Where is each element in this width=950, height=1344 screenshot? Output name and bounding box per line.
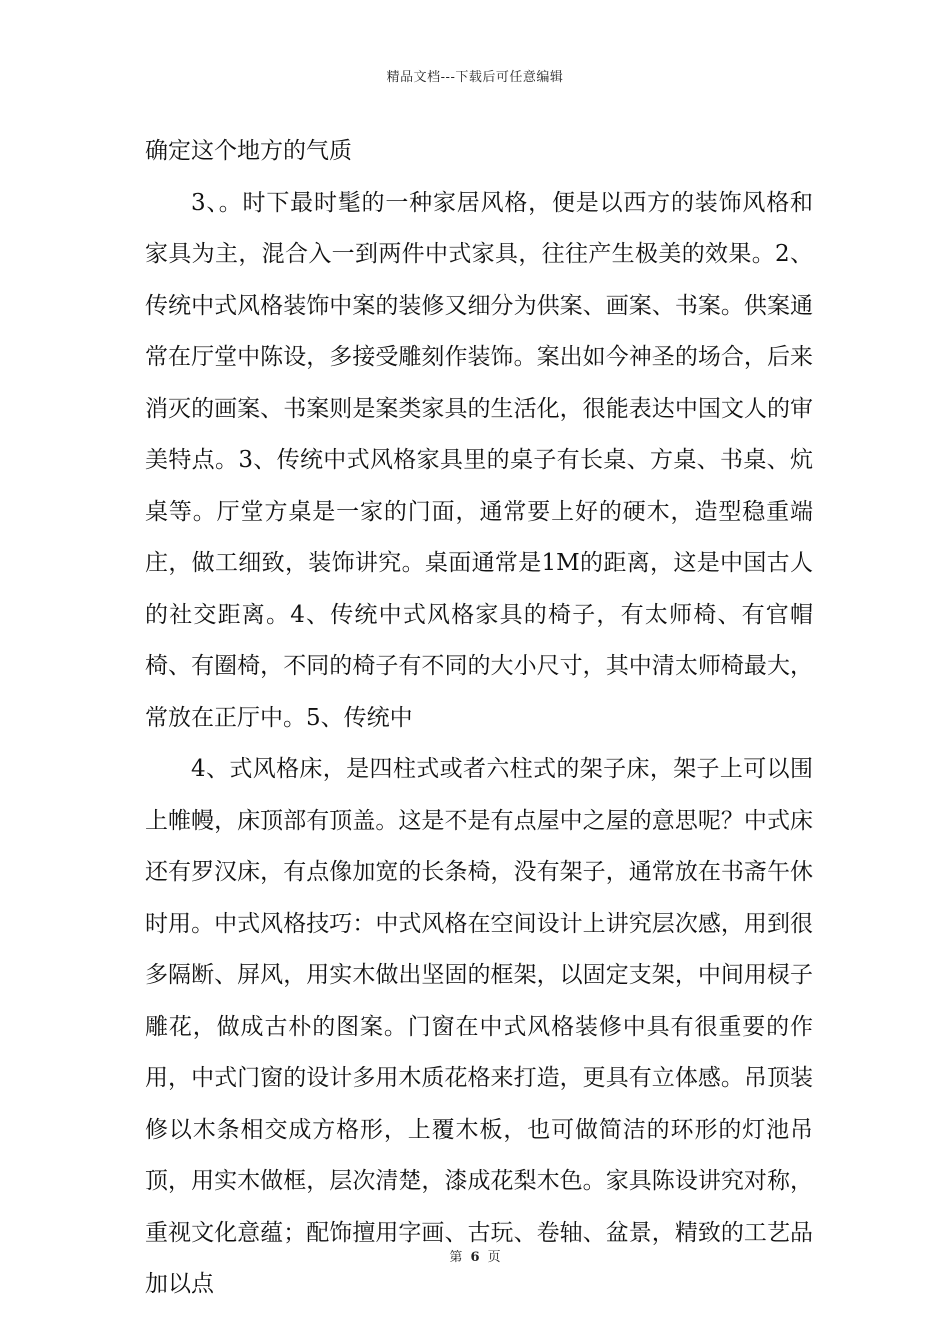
header-text: 精品文档---下载后可任意编辑 bbox=[386, 70, 564, 85]
paragraph-3: 4、式风格床，是四柱式或者六柱式的架子床，架子上可以围上帷幔，床顶部有顶盖。这是不是有点屋中之屋的意思呢？中式床还有罗汉床，有点像加宽的长条椅，没有架子，通常放在书斋午休时用。中式风格技巧：中式风格在空间设计上讲究层次感，用到很多隔断、屏风，用实木做出坚固的框架，以固定支架，中间用棂子雕花，做成古朴的图案。门窗在中式风格装修中具有很重要的作用，中式门窗的设计多用木质花格来打造，更具有立体感。吊顶装修以木条相交成方格形，上覆木板，也可做简洁的环形的灯池吊顶，用实木做框，层次清楚，漆成花梨木色。家具陈设讲究对称，重视文化意蕴；配饰擅用字画、古玩、卷轴、盆景，精致的工艺品加以点 bbox=[145, 756, 813, 1297]
footer-suffix: 页 bbox=[487, 1250, 501, 1265]
paragraph-2: 3、。时下最时髦的一种家居风格，便是以西方的装饰风格和家具为主，混合入一到两件中式家具，往往产生极美的效果。2、传统中式风格装饰中案的装修又细分为供案、画案、书案。供案通常在厅堂中陈设，多接受雕刻作装饰。案出如今神圣的场合，后来消灭的画案、书案则是案类家具的生活化，很能表达中国文人的审美特点。3、传统中式风格家具里的桌子有长桌、方桌、书桌、炕桌等。厅堂方桌是一家的门面，通常要上好的硬木，造型稳重端庄，做工细致，装饰讲究。桌面通常是1M的距离，这是中国古人的社交距离。4、传统中式风格家具的椅子，有太师椅、有官帽椅、有圈椅，不同的椅子有不同的大小尺寸，其中清太师椅最大，常放在正厅中。5、传统中 bbox=[145, 189, 813, 731]
document-body bbox=[145, 126, 813, 1311]
paragraph-1: 确定这个地方的气质 bbox=[145, 138, 352, 164]
page-footer bbox=[0, 1246, 950, 1265]
page-number: 6 bbox=[470, 1250, 480, 1265]
page-header bbox=[0, 66, 950, 85]
footer-prefix: 第 bbox=[449, 1250, 463, 1265]
